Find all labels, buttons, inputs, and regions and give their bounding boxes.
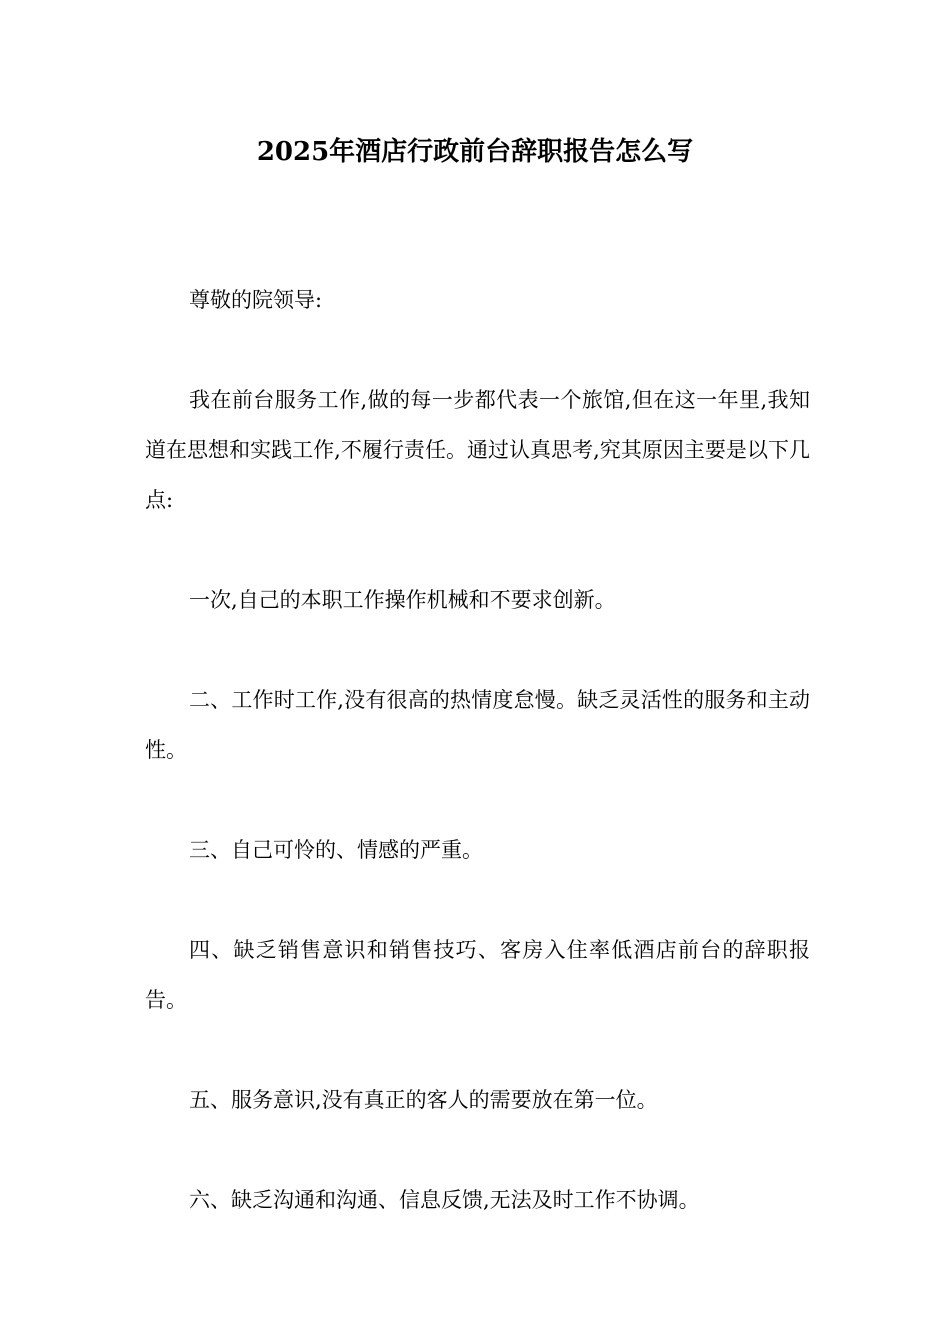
intro-paragraph: 我在前台服务工作,做的每一步都代表一个旅馆,但在这一年里,我知道在思想和实践工作,不履行责任。通过认真思考,究其原因主要是以下几点: — [145, 388, 810, 512]
point-paragraph-5: 五、服务意识,没有真正的客人的需要放在第一位。 — [189, 1088, 658, 1112]
point-paragraph-3: 三、自己可怜的、情感的严重。 — [189, 838, 483, 862]
document-title: 2025年酒店行政前台辞职报告怎么写 — [256, 137, 694, 167]
point-paragraph-6: 六、缺乏沟通和沟通、信息反馈,无法及时工作不协调。 — [189, 1188, 700, 1212]
point-paragraph-2: 二、工作时工作,没有很高的热情度怠慢。缺乏灵活性的服务和主动性。 — [145, 688, 810, 762]
point-paragraph-4: 四、缺乏销售意识和销售技巧、客房入住率低酒店前台的辞职报告。 — [145, 938, 810, 1012]
salutation: 尊敬的院领导: — [189, 288, 323, 312]
point-paragraph-1: 一次,自己的本职工作操作机械和不要求创新。 — [189, 588, 616, 612]
